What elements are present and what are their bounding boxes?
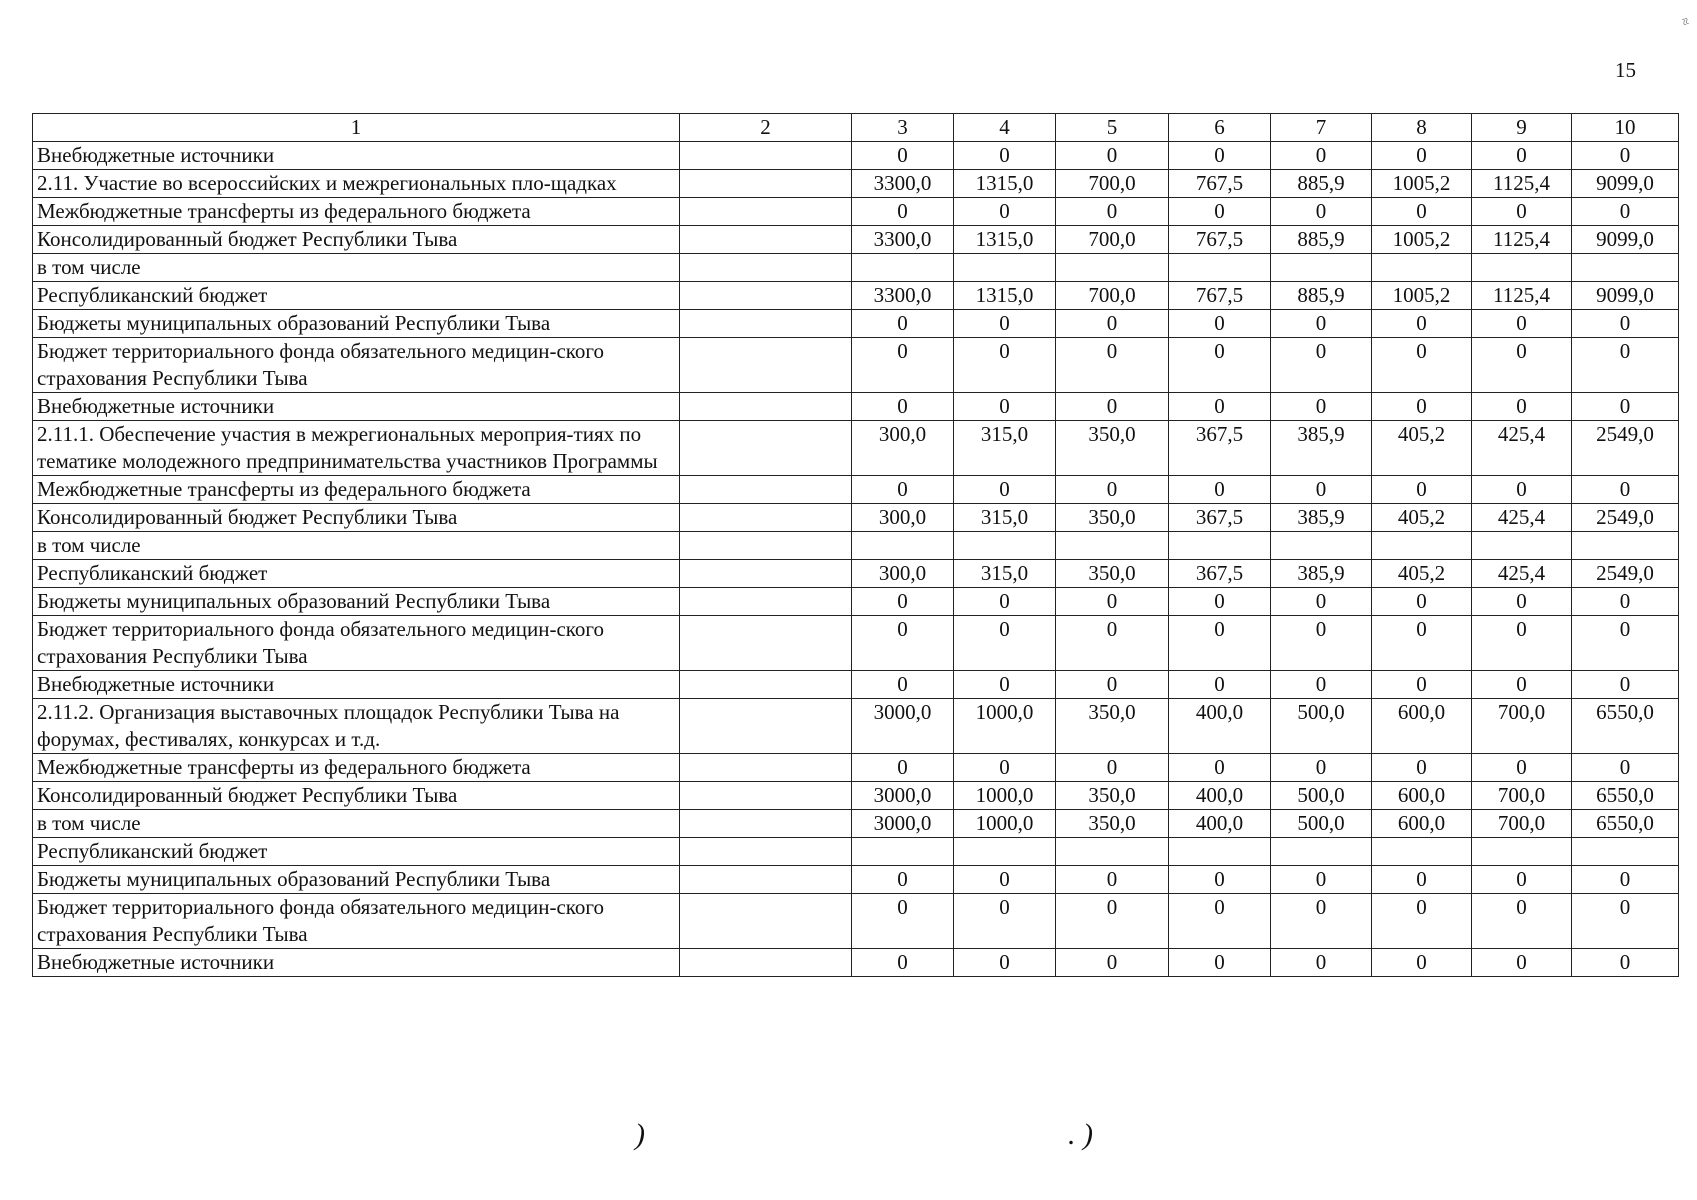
row-label: Консолидированный бюджет Республики Тыва <box>33 782 680 810</box>
table-row <box>33 282 1679 310</box>
value-cell-col-8: 1005,2 <box>1372 226 1472 254</box>
value-cell-col-4: 0 <box>954 894 1056 949</box>
value-cell-col-3: 0 <box>852 310 954 338</box>
value-cell-col-5: 0 <box>1056 142 1169 170</box>
table-row <box>33 838 1679 866</box>
value-cell-col-5: 0 <box>1056 754 1169 782</box>
value-cell-col-8: 1005,2 <box>1372 282 1472 310</box>
value-cell-col-8: 405,2 <box>1372 560 1472 588</box>
value-cell-col-10 <box>1572 838 1679 866</box>
page-number: 15 <box>1615 58 1636 82</box>
value-cell-col-9 <box>1472 838 1572 866</box>
value-cell-col-4: 315,0 <box>954 504 1056 532</box>
header-row <box>33 114 1679 142</box>
value-cell-col-3: 3300,0 <box>852 170 954 198</box>
value-cell-col-10: 2549,0 <box>1572 504 1679 532</box>
value-cell-col-7: 885,9 <box>1271 170 1372 198</box>
table-row <box>33 504 1679 532</box>
row-label: Бюджеты муниципальных образований Республики Тыва <box>33 588 680 616</box>
value-cell-col-4: 0 <box>954 393 1056 421</box>
value-cell-col-8: 0 <box>1372 588 1472 616</box>
value-cell-col-4 <box>954 838 1056 866</box>
row-label: Бюджеты муниципальных образований Республики Тыва <box>33 866 680 894</box>
value-cell-col-3: 3000,0 <box>852 782 954 810</box>
value-cell-col-5: 700,0 <box>1056 226 1169 254</box>
value-cell-col-4: 0 <box>954 754 1056 782</box>
value-cell-col-3: 0 <box>852 198 954 226</box>
row-label: Внебюджетные источники <box>33 671 680 699</box>
value-cell-col-4: 0 <box>954 588 1056 616</box>
value-cell-col-8: 0 <box>1372 476 1472 504</box>
row-label: Межбюджетные трансферты из федерального бюджета <box>33 476 680 504</box>
value-cell-col-10: 0 <box>1572 393 1679 421</box>
value-cell-col-8: 0 <box>1372 894 1472 949</box>
value-cell-col-6: 400,0 <box>1169 782 1271 810</box>
row-column-2 <box>680 532 852 560</box>
value-cell-col-8: 0 <box>1372 310 1472 338</box>
value-cell-col-7: 0 <box>1271 338 1372 393</box>
value-cell-col-8: 600,0 <box>1372 810 1472 838</box>
row-label: Консолидированный бюджет Республики Тыва <box>33 504 680 532</box>
value-cell-col-6: 0 <box>1169 866 1271 894</box>
value-cell-col-5: 0 <box>1056 894 1169 949</box>
row-column-2 <box>680 894 852 949</box>
value-cell-col-7: 0 <box>1271 393 1372 421</box>
value-cell-col-6 <box>1169 838 1271 866</box>
value-cell-col-6: 367,5 <box>1169 504 1271 532</box>
value-cell-col-5: 350,0 <box>1056 810 1169 838</box>
value-cell-col-10: 9099,0 <box>1572 282 1679 310</box>
value-cell-col-10: 0 <box>1572 198 1679 226</box>
value-cell-col-8: 0 <box>1372 671 1472 699</box>
value-cell-col-8: 0 <box>1372 949 1472 977</box>
value-cell-col-3: 0 <box>852 894 954 949</box>
row-column-2 <box>680 810 852 838</box>
table-row <box>33 198 1679 226</box>
value-cell-col-4: 0 <box>954 338 1056 393</box>
table-row <box>33 671 1679 699</box>
value-cell-col-4: 0 <box>954 616 1056 671</box>
value-cell-col-9: 0 <box>1472 198 1572 226</box>
value-cell-col-9: 0 <box>1472 393 1572 421</box>
value-cell-col-8: 0 <box>1372 198 1472 226</box>
value-cell-col-3: 300,0 <box>852 504 954 532</box>
value-cell-col-6: 0 <box>1169 198 1271 226</box>
value-cell-col-4: 0 <box>954 310 1056 338</box>
value-cell-col-6: 767,5 <box>1169 226 1271 254</box>
value-cell-col-4: 0 <box>954 949 1056 977</box>
value-cell-col-9: 0 <box>1472 671 1572 699</box>
value-cell-col-7: 0 <box>1271 949 1372 977</box>
value-cell-col-8: 405,2 <box>1372 421 1472 476</box>
value-cell-col-4: 315,0 <box>954 421 1056 476</box>
value-cell-col-3: 0 <box>852 671 954 699</box>
value-cell-col-7: 0 <box>1271 142 1372 170</box>
value-cell-col-10: 6550,0 <box>1572 782 1679 810</box>
row-label: 2.11.2. Организация выставочных площадок Республики Тыва на форумах, фестивалях, конкурсах и т.д. <box>33 699 680 754</box>
margin-mark-right: . ) <box>1068 1118 1093 1151</box>
value-cell-col-8: 0 <box>1372 754 1472 782</box>
row-label: Бюджет территориального фонда обязательного медицин-ского страхования Республики Тыва <box>33 338 680 393</box>
row-label: Бюджет территориального фонда обязательного медицин-ского страхования Республики Тыва <box>33 616 680 671</box>
value-cell-col-6: 0 <box>1169 338 1271 393</box>
value-cell-col-10: 6550,0 <box>1572 699 1679 754</box>
value-cell-col-10: 0 <box>1572 310 1679 338</box>
column-header-1: 1 <box>33 114 680 142</box>
value-cell-col-9: 425,4 <box>1472 560 1572 588</box>
column-header-4: 4 <box>954 114 1056 142</box>
row-column-2 <box>680 949 852 977</box>
row-column-2 <box>680 866 852 894</box>
table-row <box>33 754 1679 782</box>
value-cell-col-7: 500,0 <box>1271 699 1372 754</box>
value-cell-col-7 <box>1271 254 1372 282</box>
value-cell-col-9: 425,4 <box>1472 421 1572 476</box>
column-header-2: 2 <box>680 114 852 142</box>
value-cell-col-4: 315,0 <box>954 560 1056 588</box>
value-cell-col-10: 0 <box>1572 338 1679 393</box>
table-row <box>33 476 1679 504</box>
value-cell-col-5: 0 <box>1056 393 1169 421</box>
value-cell-col-3: 0 <box>852 616 954 671</box>
row-column-2 <box>680 198 852 226</box>
value-cell-col-6: 0 <box>1169 310 1271 338</box>
value-cell-col-9: 700,0 <box>1472 782 1572 810</box>
value-cell-col-7: 500,0 <box>1271 782 1372 810</box>
value-cell-col-8: 0 <box>1372 393 1472 421</box>
value-cell-col-10: 0 <box>1572 476 1679 504</box>
row-column-2 <box>680 504 852 532</box>
value-cell-col-6: 0 <box>1169 754 1271 782</box>
row-column-2 <box>680 699 852 754</box>
column-header-8: 8 <box>1372 114 1472 142</box>
value-cell-col-9: 0 <box>1472 142 1572 170</box>
value-cell-col-5: 0 <box>1056 338 1169 393</box>
row-label: Республиканский бюджет <box>33 282 680 310</box>
value-cell-col-8: 0 <box>1372 142 1472 170</box>
value-cell-col-3: 300,0 <box>852 421 954 476</box>
row-label: Республиканский бюджет <box>33 838 680 866</box>
table-row <box>33 170 1679 198</box>
row-column-2 <box>680 142 852 170</box>
value-cell-col-9: 0 <box>1472 754 1572 782</box>
value-cell-col-3: 0 <box>852 476 954 504</box>
value-cell-col-6: 400,0 <box>1169 699 1271 754</box>
value-cell-col-4: 1315,0 <box>954 282 1056 310</box>
value-cell-col-10: 0 <box>1572 671 1679 699</box>
value-cell-col-10: 0 <box>1572 866 1679 894</box>
value-cell-col-10: 0 <box>1572 616 1679 671</box>
value-cell-col-7 <box>1271 838 1372 866</box>
column-header-9: 9 <box>1472 114 1572 142</box>
value-cell-col-6: 367,5 <box>1169 560 1271 588</box>
row-label: Межбюджетные трансферты из федерального бюджета <box>33 754 680 782</box>
row-column-2 <box>680 170 852 198</box>
value-cell-col-5 <box>1056 254 1169 282</box>
value-cell-col-3 <box>852 532 954 560</box>
value-cell-col-9: 0 <box>1472 588 1572 616</box>
value-cell-col-8 <box>1372 838 1472 866</box>
value-cell-col-7: 0 <box>1271 476 1372 504</box>
value-cell-col-5: 350,0 <box>1056 560 1169 588</box>
value-cell-col-4: 1315,0 <box>954 170 1056 198</box>
table-row <box>33 393 1679 421</box>
row-column-2 <box>680 588 852 616</box>
row-column-2 <box>680 393 852 421</box>
column-header-5: 5 <box>1056 114 1169 142</box>
value-cell-col-7: 885,9 <box>1271 226 1372 254</box>
row-label: Внебюджетные источники <box>33 142 680 170</box>
value-cell-col-7: 500,0 <box>1271 810 1372 838</box>
value-cell-col-9: 1125,4 <box>1472 282 1572 310</box>
value-cell-col-4: 1000,0 <box>954 810 1056 838</box>
value-cell-col-5: 350,0 <box>1056 421 1169 476</box>
value-cell-col-10: 0 <box>1572 949 1679 977</box>
value-cell-col-5: 0 <box>1056 866 1169 894</box>
value-cell-col-7: 385,9 <box>1271 504 1372 532</box>
table-body <box>33 142 1679 977</box>
value-cell-col-5: 700,0 <box>1056 170 1169 198</box>
table-row <box>33 310 1679 338</box>
table-row <box>33 338 1679 393</box>
column-header-3: 3 <box>852 114 954 142</box>
value-cell-col-8 <box>1372 254 1472 282</box>
row-label: Бюджет территориального фонда обязательного медицин-ского страхования Республики Тыва <box>33 894 680 949</box>
value-cell-col-4: 1000,0 <box>954 782 1056 810</box>
value-cell-col-10: 0 <box>1572 754 1679 782</box>
value-cell-col-9: 0 <box>1472 476 1572 504</box>
value-cell-col-10: 0 <box>1572 894 1679 949</box>
row-label: Внебюджетные источники <box>33 949 680 977</box>
column-header-6: 6 <box>1169 114 1271 142</box>
value-cell-col-7: 885,9 <box>1271 282 1372 310</box>
value-cell-col-7: 0 <box>1271 754 1372 782</box>
table-row <box>33 810 1679 838</box>
value-cell-col-3: 3300,0 <box>852 282 954 310</box>
row-label: 2.11.1. Обеспечение участия в межрегиональных мероприя-тиях по тематике молодежного предпринимательства участников Программы <box>33 421 680 476</box>
value-cell-col-8: 0 <box>1372 338 1472 393</box>
row-column-2 <box>680 310 852 338</box>
value-cell-col-10: 0 <box>1572 588 1679 616</box>
row-column-2 <box>680 754 852 782</box>
value-cell-col-6 <box>1169 254 1271 282</box>
value-cell-col-7: 0 <box>1271 616 1372 671</box>
value-cell-col-9: 0 <box>1472 310 1572 338</box>
value-cell-col-6: 0 <box>1169 894 1271 949</box>
value-cell-col-10 <box>1572 254 1679 282</box>
value-cell-col-4 <box>954 254 1056 282</box>
value-cell-col-6: 0 <box>1169 949 1271 977</box>
value-cell-col-9: 1125,4 <box>1472 226 1572 254</box>
row-label: в том числе <box>33 532 680 560</box>
value-cell-col-10: 0 <box>1572 142 1679 170</box>
value-cell-col-8: 600,0 <box>1372 782 1472 810</box>
row-label: Республиканский бюджет <box>33 560 680 588</box>
value-cell-col-6: 367,5 <box>1169 421 1271 476</box>
row-label: в том числе <box>33 810 680 838</box>
value-cell-col-8: 1005,2 <box>1372 170 1472 198</box>
value-cell-col-10 <box>1572 532 1679 560</box>
value-cell-col-3 <box>852 838 954 866</box>
row-label: 2.11. Участие во всероссийских и межрегиональных пло-щадках <box>33 170 680 198</box>
table-row <box>33 616 1679 671</box>
value-cell-col-9: 700,0 <box>1472 810 1572 838</box>
column-header-7: 7 <box>1271 114 1372 142</box>
row-column-2 <box>680 226 852 254</box>
value-cell-col-5: 0 <box>1056 588 1169 616</box>
value-cell-col-7 <box>1271 532 1372 560</box>
value-cell-col-6: 0 <box>1169 616 1271 671</box>
value-cell-col-5: 0 <box>1056 616 1169 671</box>
value-cell-col-4: 0 <box>954 866 1056 894</box>
value-cell-col-7: 385,9 <box>1271 421 1372 476</box>
value-cell-col-5: 0 <box>1056 671 1169 699</box>
value-cell-col-5: 0 <box>1056 198 1169 226</box>
value-cell-col-6: 0 <box>1169 671 1271 699</box>
value-cell-col-3: 3000,0 <box>852 699 954 754</box>
value-cell-col-4: 1315,0 <box>954 226 1056 254</box>
value-cell-col-3 <box>852 254 954 282</box>
row-column-2 <box>680 421 852 476</box>
value-cell-col-6: 0 <box>1169 476 1271 504</box>
table-row <box>33 532 1679 560</box>
value-cell-col-7: 385,9 <box>1271 560 1372 588</box>
row-label: в том числе <box>33 254 680 282</box>
budget-table <box>32 113 1679 977</box>
table-row <box>33 588 1679 616</box>
value-cell-col-4: 0 <box>954 671 1056 699</box>
table-row <box>33 866 1679 894</box>
value-cell-col-10: 2549,0 <box>1572 421 1679 476</box>
value-cell-col-8 <box>1372 532 1472 560</box>
table-row <box>33 949 1679 977</box>
value-cell-col-3: 0 <box>852 588 954 616</box>
value-cell-col-9: 0 <box>1472 894 1572 949</box>
value-cell-col-3: 3300,0 <box>852 226 954 254</box>
row-column-2 <box>680 838 852 866</box>
value-cell-col-3: 0 <box>852 949 954 977</box>
value-cell-col-7: 0 <box>1271 894 1372 949</box>
value-cell-col-7: 0 <box>1271 866 1372 894</box>
value-cell-col-5: 700,0 <box>1056 282 1169 310</box>
value-cell-col-10: 6550,0 <box>1572 810 1679 838</box>
table-row <box>33 254 1679 282</box>
value-cell-col-5: 350,0 <box>1056 699 1169 754</box>
value-cell-col-3: 0 <box>852 866 954 894</box>
value-cell-col-3: 0 <box>852 754 954 782</box>
row-column-2 <box>680 254 852 282</box>
row-column-2 <box>680 671 852 699</box>
value-cell-col-6 <box>1169 532 1271 560</box>
value-cell-col-5: 0 <box>1056 476 1169 504</box>
table-row <box>33 699 1679 754</box>
row-column-2 <box>680 782 852 810</box>
value-cell-col-5: 350,0 <box>1056 782 1169 810</box>
value-cell-col-9: 0 <box>1472 616 1572 671</box>
value-cell-col-7: 0 <box>1271 198 1372 226</box>
value-cell-col-8: 0 <box>1372 866 1472 894</box>
value-cell-col-9: 425,4 <box>1472 504 1572 532</box>
value-cell-col-9: 0 <box>1472 949 1572 977</box>
table-row <box>33 142 1679 170</box>
row-label: Бюджеты муниципальных образований Республики Тыва <box>33 310 680 338</box>
value-cell-col-3: 3000,0 <box>852 810 954 838</box>
value-cell-col-6: 0 <box>1169 393 1271 421</box>
value-cell-col-3: 0 <box>852 393 954 421</box>
value-cell-col-4: 0 <box>954 198 1056 226</box>
value-cell-col-9: 0 <box>1472 866 1572 894</box>
value-cell-col-9: 0 <box>1472 338 1572 393</box>
value-cell-col-9 <box>1472 532 1572 560</box>
row-label: Консолидированный бюджет Республики Тыва <box>33 226 680 254</box>
value-cell-col-8: 600,0 <box>1372 699 1472 754</box>
value-cell-col-7: 0 <box>1271 588 1372 616</box>
value-cell-col-7: 0 <box>1271 671 1372 699</box>
value-cell-col-4: 1000,0 <box>954 699 1056 754</box>
row-column-2 <box>680 560 852 588</box>
value-cell-col-6: 767,5 <box>1169 282 1271 310</box>
value-cell-col-4 <box>954 532 1056 560</box>
table-row <box>33 560 1679 588</box>
value-cell-col-3: 0 <box>852 142 954 170</box>
value-cell-col-9: 700,0 <box>1472 699 1572 754</box>
table-row <box>33 226 1679 254</box>
row-column-2 <box>680 282 852 310</box>
value-cell-col-9: 1125,4 <box>1472 170 1572 198</box>
row-label: Межбюджетные трансферты из федерального бюджета <box>33 198 680 226</box>
row-column-2 <box>680 338 852 393</box>
scan-artifact: ≈ <box>1675 15 1693 29</box>
value-cell-col-10: 9099,0 <box>1572 226 1679 254</box>
row-label: Внебюджетные источники <box>33 393 680 421</box>
value-cell-col-6: 400,0 <box>1169 810 1271 838</box>
value-cell-col-6: 0 <box>1169 588 1271 616</box>
value-cell-col-4: 0 <box>954 476 1056 504</box>
margin-mark-left: ) <box>635 1118 645 1151</box>
value-cell-col-5 <box>1056 532 1169 560</box>
table-row <box>33 421 1679 476</box>
value-cell-col-5: 0 <box>1056 949 1169 977</box>
value-cell-col-10: 9099,0 <box>1572 170 1679 198</box>
table-row <box>33 894 1679 949</box>
value-cell-col-6: 0 <box>1169 142 1271 170</box>
value-cell-col-8: 0 <box>1372 616 1472 671</box>
value-cell-col-5: 0 <box>1056 310 1169 338</box>
value-cell-col-8: 405,2 <box>1372 504 1472 532</box>
value-cell-col-10: 2549,0 <box>1572 560 1679 588</box>
row-column-2 <box>680 616 852 671</box>
value-cell-col-9 <box>1472 254 1572 282</box>
value-cell-col-3: 0 <box>852 338 954 393</box>
table-row <box>33 782 1679 810</box>
row-column-2 <box>680 476 852 504</box>
value-cell-col-5 <box>1056 838 1169 866</box>
column-header-10: 10 <box>1572 114 1679 142</box>
value-cell-col-3: 300,0 <box>852 560 954 588</box>
value-cell-col-6: 767,5 <box>1169 170 1271 198</box>
value-cell-col-7: 0 <box>1271 310 1372 338</box>
value-cell-col-4: 0 <box>954 142 1056 170</box>
value-cell-col-5: 350,0 <box>1056 504 1169 532</box>
